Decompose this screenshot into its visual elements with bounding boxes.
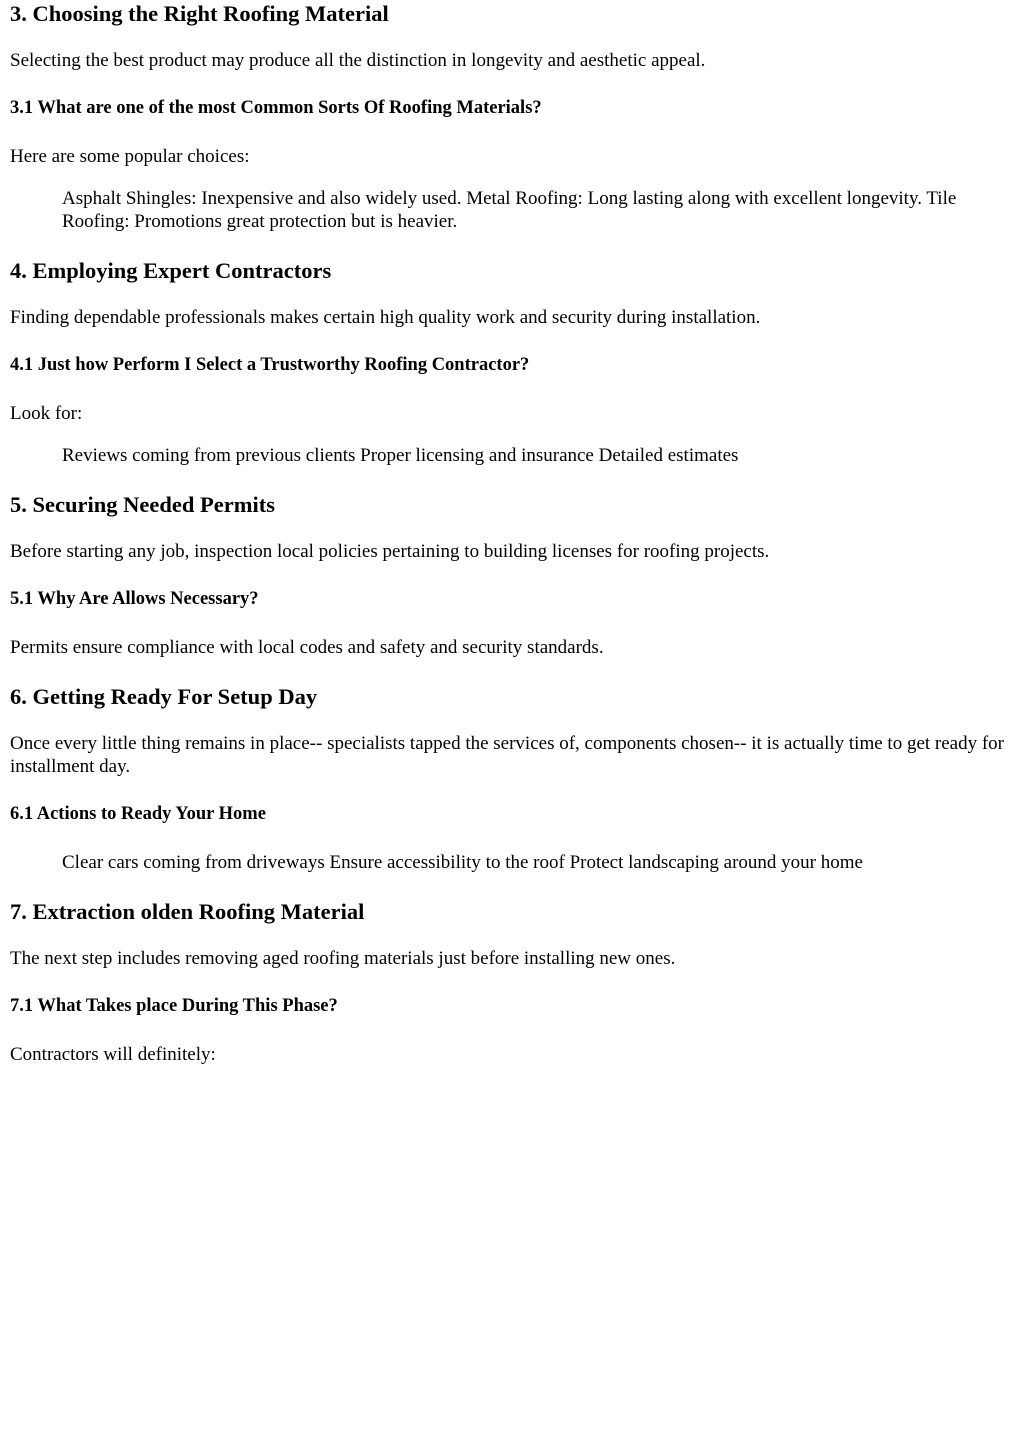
subsection-heading: 6.1 Actions to Ready Your Home bbox=[10, 804, 266, 824]
subsection-text: Contractors will definitely: bbox=[10, 1044, 216, 1065]
subsection-text: Here are some popular choices: bbox=[10, 146, 250, 167]
article-body bbox=[0, 1, 1024, 1066]
subsection-heading: 4.1 Just how Perform I Select a Trustworthy Roofing Contractor? bbox=[10, 355, 530, 375]
section-intro: Selecting the best product may produce all the distinction in longevity and aesthetic appeal. bbox=[10, 50, 706, 71]
section-intro: Finding dependable professionals makes certain high quality work and security during installation. bbox=[10, 307, 761, 328]
section-setup-day bbox=[10, 684, 1016, 874]
subsection-heading: 3.1 What are one of the most Common Sorts Of Roofing Materials? bbox=[10, 98, 542, 118]
section-intro: Once every little thing remains in place-- specialists tapped the services of, components chosen-- it is actually time to get ready for installment day. bbox=[10, 733, 1005, 777]
section-heading: 4. Employing Expert Contractors bbox=[10, 258, 332, 283]
section-permits bbox=[10, 492, 1016, 659]
section-heading: 7. Extraction olden Roofing Material bbox=[10, 899, 365, 924]
contractor-criteria-list: Reviews coming from previous clients Proper licensing and insurance Detailed estimates bbox=[62, 445, 739, 466]
subsection-text: Permits ensure compliance with local codes and safety and security standards. bbox=[10, 637, 604, 658]
material-list: Asphalt Shingles: Inexpensive and also widely used. Metal Roofing: Long lasting along with excellent longevity. Tile Roofing: Promotions great protection but is heavier. bbox=[62, 188, 957, 232]
subsection-heading: 7.1 What Takes place During This Phase? bbox=[10, 996, 338, 1016]
section-heading: 6. Getting Ready For Setup Day bbox=[10, 684, 318, 709]
section-heading: 3. Choosing the Right Roofing Material bbox=[10, 1, 389, 26]
preparation-list: Clear cars coming from driveways Ensure accessibility to the roof Protect landscaping around your home bbox=[62, 852, 863, 873]
section-contractors bbox=[10, 258, 1016, 467]
section-heading: 5. Securing Needed Permits bbox=[10, 492, 275, 517]
subsection-text: Look for: bbox=[10, 403, 83, 424]
section-intro: Before starting any job, inspection local policies pertaining to building licenses for roofing projects. bbox=[10, 541, 770, 562]
section-intro: The next step includes removing aged roofing materials just before installing new ones. bbox=[10, 948, 676, 969]
subsection-heading: 5.1 Why Are Allows Necessary? bbox=[10, 589, 259, 609]
section-roofing-material bbox=[10, 1, 1016, 233]
section-old-material-removal bbox=[10, 899, 1016, 1066]
